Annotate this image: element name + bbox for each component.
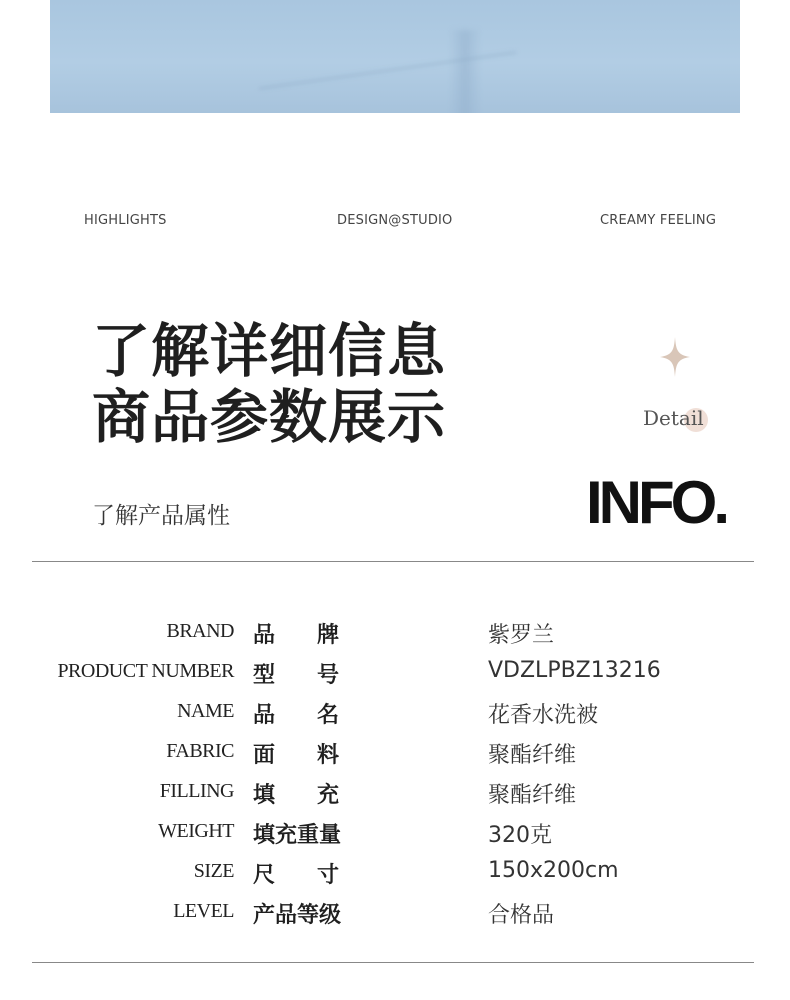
- spec-label-cn-part: 牌: [316, 623, 339, 648]
- spec-label-cn-part: 寸: [316, 863, 339, 888]
- spec-label-cn: [253, 618, 339, 649]
- spec-table: [0, 612, 790, 932]
- spec-label-en: LEVEL: [173, 900, 234, 922]
- spec-label-cn-part: 填: [253, 783, 276, 808]
- section-subtitle: 了解产品属性: [92, 503, 230, 529]
- spec-label-cn-part: 填充重量: [253, 823, 342, 848]
- spec-label-cn: [253, 778, 339, 809]
- spec-label-cn-part: 尺: [253, 863, 276, 888]
- spec-value: 紫罗兰: [488, 623, 555, 648]
- spec-value: 花香水洗被: [488, 703, 599, 728]
- page-title-line1: 了解详细信息: [92, 317, 447, 385]
- divider-top: [32, 561, 754, 562]
- spec-label-en: FILLING: [159, 780, 234, 802]
- spec-row: [0, 692, 790, 732]
- spec-label-cn-part: 名: [316, 703, 339, 728]
- spec-label-cn-part: 号: [316, 663, 339, 688]
- spec-label-en: SIZE: [193, 860, 234, 882]
- spec-label-cn-part: 品: [253, 623, 276, 648]
- product-photo-quilt: [50, 0, 740, 113]
- spec-label-cn: [253, 858, 339, 889]
- tagline-design-studio: DESIGN@STUDIO: [337, 213, 453, 228]
- info-heading: INFO.: [586, 469, 726, 536]
- spec-label-cn-part: 面: [253, 743, 276, 768]
- spec-row: [0, 612, 790, 652]
- spec-value: 150x200cm: [488, 858, 619, 883]
- spec-value: 聚酯纤维: [488, 783, 577, 808]
- spec-row: [0, 852, 790, 892]
- spec-label-cn-part: 产品等级: [253, 903, 342, 928]
- sparkle-icon: [660, 337, 690, 377]
- spec-label-cn: [253, 738, 339, 769]
- spec-value: 合格品: [488, 903, 555, 928]
- spec-label-cn: [253, 818, 342, 849]
- tagline-highlights: HIGHLIGHTS: [84, 213, 167, 228]
- spec-label-en: PRODUCT NUMBER: [57, 660, 234, 682]
- spec-value: VDZLPBZ13216: [488, 658, 661, 683]
- spec-value: 聚酯纤维: [488, 743, 577, 768]
- spec-label-en: BRAND: [166, 620, 234, 642]
- divider-bottom: [32, 962, 754, 963]
- spec-label-cn: [253, 898, 342, 929]
- spec-label-en: NAME: [177, 700, 234, 722]
- spec-label-en: FABRIC: [166, 740, 234, 762]
- spec-label-cn: [253, 698, 339, 729]
- tagline-creamy-feeling: CREAMY FEELING: [600, 213, 717, 228]
- spec-row: [0, 652, 790, 692]
- detail-label: Detail: [643, 406, 704, 430]
- spec-row: [0, 892, 790, 932]
- spec-row: [0, 772, 790, 812]
- spec-label-cn: [253, 658, 339, 689]
- spec-label-cn-part: 料: [316, 743, 339, 768]
- spec-label-cn-part: 品: [253, 703, 276, 728]
- spec-row: [0, 732, 790, 772]
- spec-row: [0, 812, 790, 852]
- page-title-line2: 商品参数展示: [92, 383, 447, 451]
- spec-label-en: WEIGHT: [158, 820, 234, 842]
- spec-label-cn-part: 充: [316, 783, 339, 808]
- spec-value: 320克: [488, 823, 552, 848]
- spec-label-cn-part: 型: [253, 663, 276, 688]
